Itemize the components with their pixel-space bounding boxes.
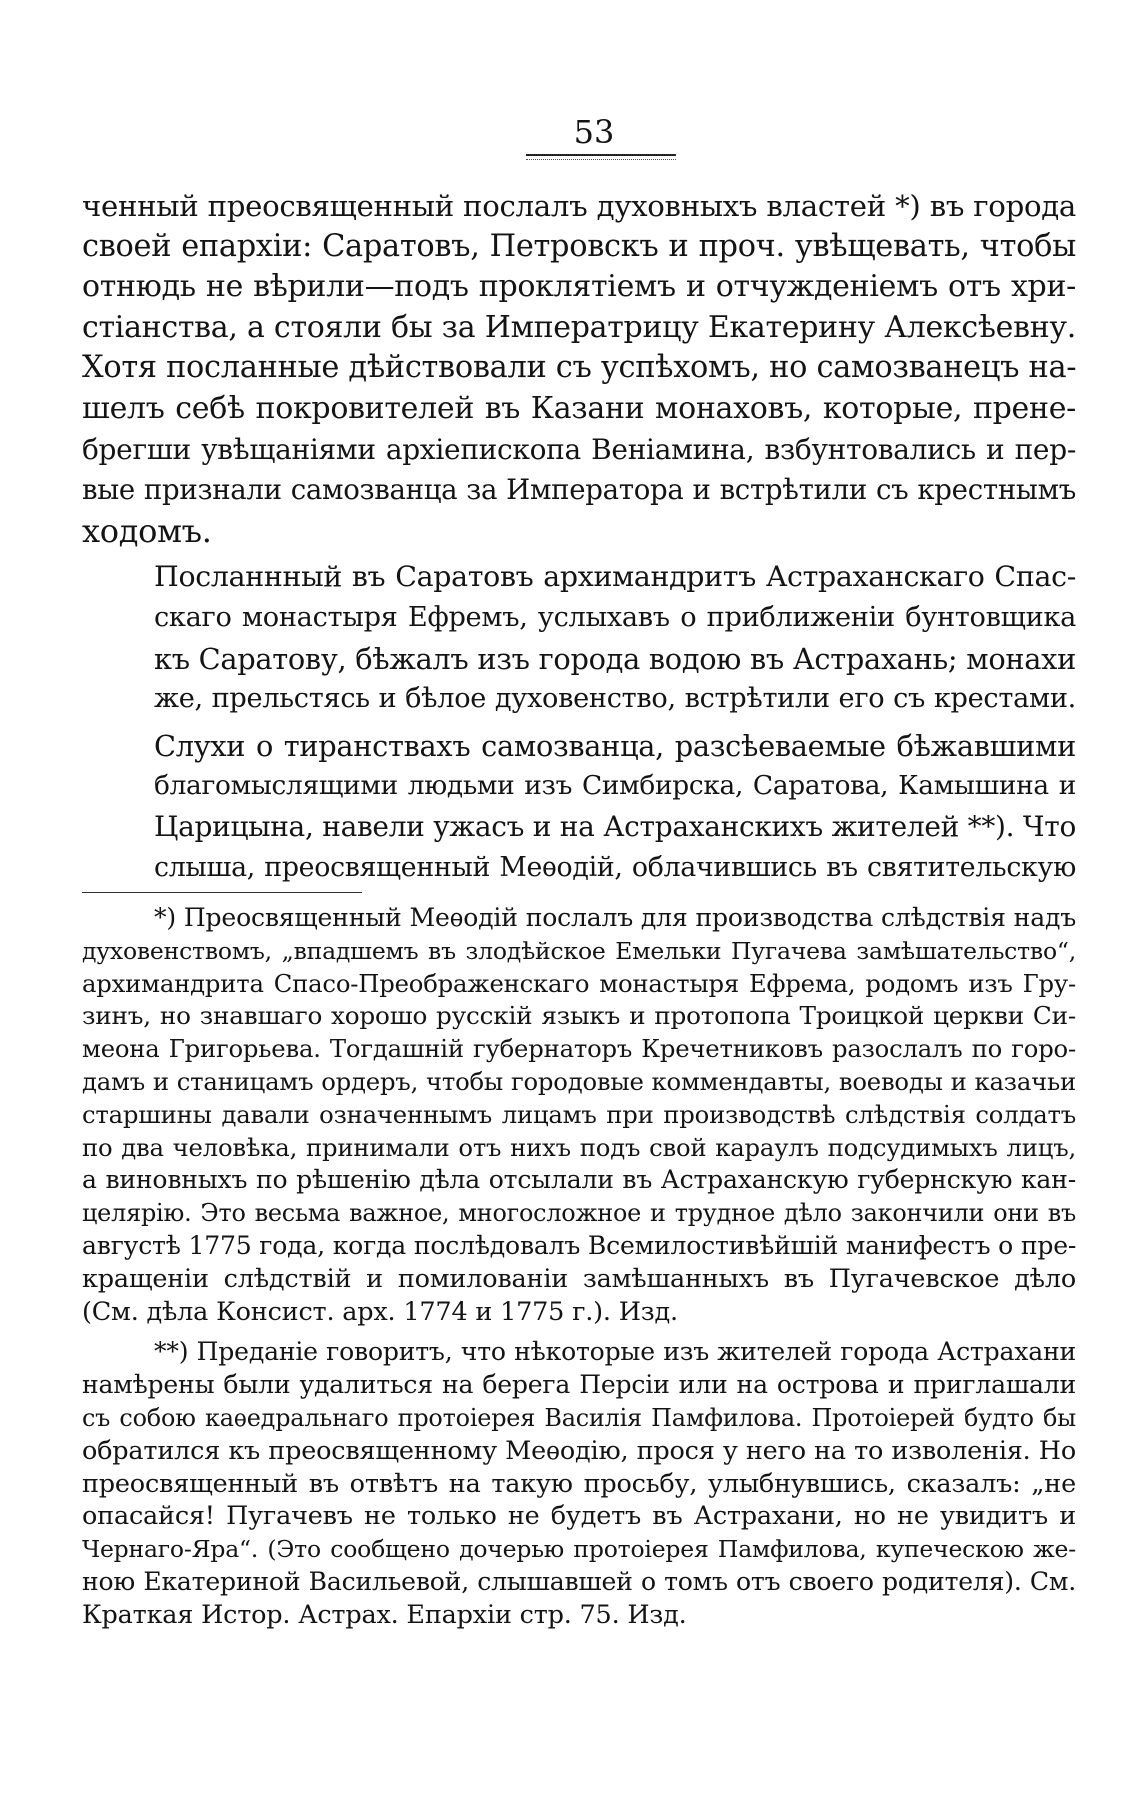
text-line: благомыслящими людьми изъ Симбирска, Саратова, Камышина и	[154, 770, 1076, 802]
footnote-line: зинъ, но знавшаго хорошо русскій языкъ и протопопа Троицкой церкви Си-	[82, 1001, 1076, 1031]
footnote-line: преосвященный въ отвѣтъ на такую просьбу, улыбнувшись, сказалъ: „не	[82, 1468, 1076, 1499]
footnote-separator	[82, 892, 362, 894]
text-line: Слухи о тиранствахъ самозванца, разсѣеваемые бѣжавшими	[154, 728, 1076, 763]
page-number-rule	[526, 154, 676, 160]
footnote-line: опасайся! Пугачевъ не только не будетъ въ Астрахани, но не увидитъ и	[82, 1501, 1076, 1532]
footnote-line: кращеніи слѣдствій и помилованіи замѣшанныхъ въ Пугачевское дѣло	[82, 1263, 1076, 1294]
text-line: Царицына, навели ужасъ и на Астраханскихъ жителей **). Что	[154, 809, 1076, 843]
paragraph-3	[82, 726, 1076, 888]
footnote-line: обратился къ преосвященному Меѳодію, прося у него на то изволенія. Но	[82, 1435, 1076, 1466]
text-line: къ Саратову, бѣжалъ изъ города водою въ Астрахань; монахи	[154, 641, 1076, 676]
footnote-line: Краткая Истор. Астрах. Епархіи стр. 75. Изд.	[82, 1599, 687, 1630]
footnote-line: Чернаго-Яра“. (Это сообщено дочерью протоіерея Памфилова, купеческою же-	[82, 1535, 1076, 1564]
footnote-line: а виновныхъ по рѣшенію дѣла отсылали въ Астраханскую губернскую кан-	[82, 1165, 1076, 1195]
text-line: Посланнный въ Саратовъ архимандритъ Астраханскаго Спас-	[154, 560, 1076, 594]
footnote-line: целярію. Это весьма важное, многосложное и трудное дѣло закончили они въ	[82, 1199, 1076, 1228]
footnote-line: меона Григорьева. Тогдашній губернаторъ Кречетниковъ разослалъ по горо-	[82, 1034, 1076, 1064]
main-text	[82, 186, 1076, 888]
text-line: скаго монастыря Ефремъ, услыхавъ о приближеніи бунтовщика	[154, 601, 1076, 633]
text-line: ченный преосвященный послалъ духовныхъ властей *) въ города	[82, 189, 1076, 223]
text-line: Хотя посланные дѣйствовали съ успѣхомъ, но самозванецъ на-	[82, 350, 1077, 386]
text-line: вые признали самозванца за Императора и встрѣтили съ крестнымъ	[82, 473, 1076, 507]
footnote-line: намѣрены были удалиться на берега Персіи или на острова и приглашали	[82, 1370, 1076, 1400]
footnote-line: *) Преосвященный Меѳодій послалъ для производства слѣдствія надъ	[154, 903, 1076, 933]
paragraph-1	[82, 186, 1076, 551]
text-line: же, прельстясь и бѣлое духовенство, встрѣтили его съ крестами.	[154, 683, 1076, 715]
text-line: стіанства, а стояли бы за Императрицу Екатерину Алексѣевну.	[82, 309, 1076, 345]
footnote-line: по два человѣка, принимали отъ нихъ подъ свой караулъ подсудимыхъ лицъ,	[82, 1132, 1076, 1162]
footnote-line: августѣ 1775 года, когда послѣдовалъ Всемилостивѣйшій манифестъ о пре-	[82, 1231, 1077, 1261]
footnote-line: (См. дѣла Консист. арх. 1774 и 1775 г.). Изд.	[82, 1296, 678, 1327]
book-page	[82, 112, 1076, 1640]
text-line: слыша, преосвященный Меѳодій, облачившись въ святительскую	[154, 851, 1076, 883]
paragraph-2	[82, 557, 1076, 719]
footnote-1	[82, 902, 1076, 1328]
page-number: 53	[573, 113, 615, 151]
footnote-line: архимандрита Спасо-Преображенскаго монастыря Ефрема, родомъ изъ Гру-	[82, 968, 1076, 998]
footnote-line: духовенствомъ, „впадшемъ въ злодѣйское Емельки Пугачева замѣшательство“,	[82, 936, 1076, 965]
text-line: своей епархіи: Саратовъ, Петровскъ и проч. увѣщевать, чтобы	[82, 228, 1076, 264]
footnote-2	[82, 1336, 1076, 1631]
text-line: ходомъ.	[82, 511, 212, 550]
footnote-line: съ собою каѳедральнаго протоіерея Василія Памфилова. Протоіерей будто бы	[82, 1404, 1076, 1433]
footnote-line: ною Екатериной Васильевой, слышавшей о томъ отъ своего родителя). См.	[82, 1567, 1076, 1597]
text-line: отнюдь не вѣрили—подъ проклятіемъ и отчужденіемъ отъ хри-	[82, 269, 1076, 305]
text-line: брегши увѣщаніями архіепископа Веніамина, взбунтовались и пер-	[82, 432, 1076, 466]
footnotes	[82, 902, 1076, 1632]
footnote-line: **) Преданіе говоритъ, что нѣкоторые изъ жителей города Астрахани	[154, 1337, 1076, 1367]
text-line: шелъ себѣ покровителей въ Казани монаховъ, которые, прене-	[82, 390, 1076, 426]
footnote-line: старшины давали означеннымъ лицамъ при производствѣ слѣдствія солдатъ	[82, 1099, 1076, 1129]
footnote-line: дамъ и станицамъ ордеръ, чтобы городовые коммендавты, воеводы и казачьи	[82, 1067, 1076, 1097]
